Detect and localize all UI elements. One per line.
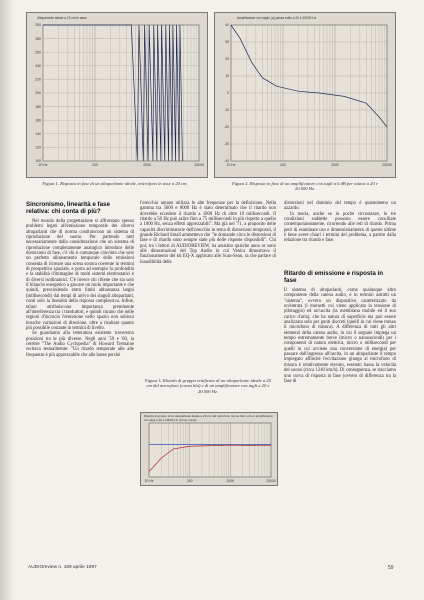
left-paragraph-2: Se guardiamo alla letteratura esistente troveremo posizioni tra le più diverse. Negli anni '50 e '60, la celebre "The Audio Cyclopedia" di Howard Tremaine recitava testualmente: "Un ritardo temporale alle alte frequenze è più apprezzabile che alle basse perché	[26, 331, 134, 358]
figure-1-plot	[27, 13, 207, 177]
figure-2-y-tick-label: -10	[224, 108, 229, 113]
figure-3-chart	[140, 412, 278, 486]
figure-1-x-tick-label: 20000	[194, 163, 204, 167]
figure-3-plot-area	[149, 423, 271, 477]
right-column-bottom-text	[284, 288, 396, 384]
page-number: 59	[388, 565, 394, 571]
figure-1-caption-label: Figura 1.	[42, 181, 59, 186]
left-column-heading: Sincronismo, linearità e fase relativa: chi conta di più?	[26, 201, 110, 215]
figure-1-y-tick-label: 140	[35, 132, 41, 136]
page-fold-shadow	[0, 0, 14, 600]
figure-2-y-tick-label: 10	[225, 74, 229, 79]
middle-paragraph-1: l'orecchio umano utilizza le alte frequenze per la definizione. Nella gamma tra 5000 e 8000 Hz è stato determinato che il ritardo non dovrebbe eccedere il ritardo a 1000 Hz di oltre 10 millisecondi. Il ritardo a 50 Hz può salire fino a 75 millisecondi in più rispetto a quello a 1000 Hz, senza effetti apprezzabili". Ma già nel '71, a proposito delle capacità discriminatorie dell'orecchio in tema di distorsioni temporali, il grande Richard Small ammetteva che "le domande circa le distorsioni di fase e di ritardo sono sempre state più delle risposte disponibili". Chi poi, tra i lettori di AUDIOREVIEW, ha assistito qualche anno or sono alle dimostrazioni del Top Audio in cui Venira dimostrava il funzionamento del kit EQ-X applicato alle Scan-Sean, sa che parlare di inaudibilità delle	[140, 201, 276, 265]
figure-1-x-tick-label: 200	[92, 163, 98, 167]
right-paragraph-3: Il sistema di altoparlanti, come qualunque altro componente della catena audio, è in termini astratti un "sistema", ovvero un dispositivo caratterizzato da un'entrata (i morsetti cui viene applicata la tensione di pilotaggio) ed un'uscita (la membrana mobile ed il suo carico d'aria), che ha natura di superficie ma può essere analizzata solo per punti discreti (quelli in cui viene messo il microfono di misura). A differenza di tutti gli altri elementi della catena audio, in cui il segnale impiega un tempo estremamente breve (micro o nanosecondi) per i componenti di natura elettrica, micro o millisecondi per quelli in cui avviene una conversione di energia) per passare dall'ingresso all'uscita, in un altoparlante il tempo impiegato affinché l'eccitazione giunga al microfono di misura è relativamente elevato, essendo bassa la velocità del suono (circa 1240 km/h). Di conseguenza, se tracciamo uno curva di risposta in fase (ovvero di differenza tra la fase di	[284, 288, 396, 384]
left-paragraph-1: Nel mondo della progettazione si affrontano spesso problemi legati all'emissione temporale dei diversi altoparlanti che di norma costituiscono un sistema di riproduzione del suono. Pur partendo tutti necessariamente dalla considerazione che un sistema di riproduzione completamente analogico introduce delle distorsioni di fase, c'è chi è comunque convinto che solo un perfetto allineamento temporale delle emissioni consenta di ricreare una scena sonora coerente in termini di prospettiva spaziale, e porta ad esempio la profondità e la stabilità d'immagine di molti sistemi elettrostatici e di diversi isodinamici. C'è invece chi ritiene che sia solo il bilancio energetico a giocare un ruolo importante e che quindi, prescindendo entro limiti abbastanza larghi (millisecondi) dai tempi di arrivo dei singoli altoparlanti, conti solo la linearità della risposta complessiva. Infine, taluni attribuiscono importanza preminente all'interferenza tra i trasduttori, e quindi curano che nelle regioni d'incrocio l'emissione nello spazio non subisca brusche variazioni di direzione, oltre a risultare quanto più possibile costante in termini di livello.	[26, 219, 134, 331]
figure-3-caption-label: Figura 3.	[145, 378, 162, 383]
figure-1-caption	[40, 181, 190, 186]
figure-2-y-tick-label: 40	[225, 23, 229, 28]
figure-1-y-tick-label: 180	[35, 104, 41, 109]
figure-2-y-tick-label: 0	[227, 91, 229, 96]
figure-2-y-tick-label: 30	[225, 40, 229, 45]
figure-3-caption-text: Ritardo di gruppo rettificato di un altoparlante ideale a 20 cm dal microfono (curva blu) e di un amplificatore con tagli a 20 e 20.000 Hz.	[146, 378, 271, 394]
middle-column-text	[140, 201, 276, 265]
figure-3-x-tick-label: 20 Hz	[144, 479, 154, 483]
figure-2-y-tick-label: -40	[224, 159, 229, 164]
figure-2-chart	[214, 12, 396, 178]
figure-1-title: Altoparlante ideale a 20 cm in asse	[37, 16, 87, 20]
figure-3-x-tick-label: 2000	[226, 479, 235, 483]
figure-2-caption-text: Risposta in fase di un amplificatore con tagli a 6 dB per ottava a 20 e 20.000 Hz.	[249, 181, 378, 192]
figure-2-x-tick-label: 2000	[331, 163, 339, 167]
right-column-top-text	[284, 201, 396, 244]
figure-1-chart	[26, 12, 208, 178]
figure-2-caption	[226, 181, 384, 192]
figure-2-x-tick-label: 20000	[382, 163, 392, 167]
figure-1-y-tick-label: 280	[35, 36, 41, 41]
figure-3-title: Ritardo di gruppo di un altoparlante ideale a 20 cm dal microfono (curva blu) e di un amplificatore con tagli a 20 e 20000 Hz (curva rossa)	[144, 414, 273, 422]
figure-2-caption-label: Figura 2.	[232, 181, 249, 186]
magazine-footer: AUDIOreview n. 169 aprile 1997	[28, 565, 97, 570]
figure-1-y-tick-label: 260	[35, 50, 41, 55]
figure-2-y-tick-label: -30	[224, 142, 229, 147]
figure-1-y-tick-label: 120	[35, 145, 41, 150]
figure-3-x-tick-label: 200	[186, 479, 193, 483]
right-paragraph-1: distorsioni nel dominio del tempo è quantomeno un azzardo.	[284, 201, 396, 212]
figure-2-title: Amplificatore con taglio (a) passa sotto a 20 e 20000 Hz	[237, 16, 317, 20]
figure-1-y-tick-label: 220	[35, 77, 41, 82]
figure-3-x-tick-label: 20000	[266, 479, 276, 483]
figure-2-x-tick-label: 20 Hz	[226, 163, 236, 167]
figure-1-x-tick-label: 2000	[143, 163, 151, 167]
figure-1-caption-text: Risposta in fase di un altoparlante ideale, microfono in asse a 20 cm.	[60, 181, 188, 186]
figure-2-x-tick-label: 200	[280, 163, 286, 167]
figure-2-y-tick-label: 20	[225, 57, 229, 62]
figure-1-y-tick-label: 240	[35, 64, 41, 68]
figure-2-y-tick-label: -20	[224, 125, 229, 130]
figure-1-y-tick-label: 100	[35, 159, 41, 164]
figure-2-plot	[215, 13, 395, 177]
figure-3-caption	[142, 378, 274, 394]
left-column-text	[26, 219, 134, 358]
figure-1-y-tick-label: 160	[35, 118, 41, 123]
right-column-heading: Ritardo di emissione e risposta in fase	[284, 270, 384, 284]
right-paragraph-2: In teoria, anche se in poche circostanze, le tre condizioni suddette possono essere conciliate contemporaneamente, ricorrendo alle reti di ritardo. Prima però di esaminare uso e dimensionamento di queste ultime è bene avere chiari i termini del problema, a partire dalla relazione tra ritardo e fase.	[284, 211, 396, 244]
figure-1-x-tick-label: 20 Hz	[38, 163, 48, 167]
figure-1-y-tick-label: 200	[35, 91, 41, 96]
figure-3-plot	[141, 413, 277, 485]
figure-1-y-tick-label: 300	[35, 23, 41, 28]
